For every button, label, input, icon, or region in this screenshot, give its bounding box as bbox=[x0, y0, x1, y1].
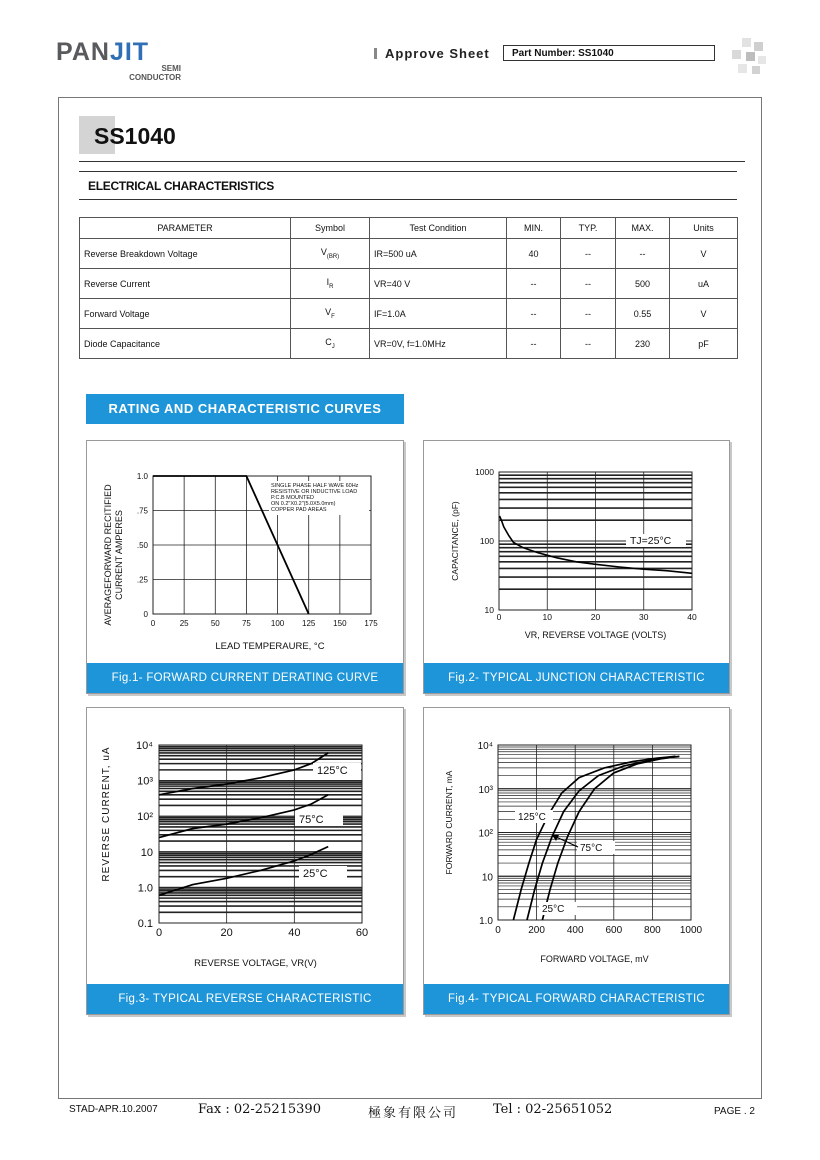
x-tick-label: 50 bbox=[210, 619, 220, 628]
param-cell: Forward Voltage bbox=[80, 299, 291, 329]
x-tick-label: 0 bbox=[150, 619, 156, 628]
x-tick-label: 125 bbox=[302, 619, 316, 628]
condition-cell: IF=1.0A bbox=[370, 299, 507, 329]
x-tick-label: 30 bbox=[639, 612, 649, 622]
table-header-row bbox=[80, 218, 738, 239]
fig3-caption: Fig.3- TYPICAL REVERSE CHARACTERISTIC bbox=[87, 984, 403, 1014]
fig1-panel bbox=[86, 440, 404, 694]
table-header: MIN. bbox=[507, 218, 561, 239]
part-number-box: Part Number: SS1040 bbox=[503, 45, 715, 61]
fig1-chart bbox=[87, 441, 403, 663]
max-cell: 230 bbox=[616, 329, 670, 359]
y-tick-label: 10 bbox=[140, 846, 153, 859]
y-axis-label: REVERSE CURRENT, uA bbox=[101, 746, 112, 882]
annotation-text: SINGLE PHASE HALF WAVE 60Hz bbox=[271, 483, 359, 489]
series-label: 25°C bbox=[303, 868, 328, 880]
x-axis-label: FORWARD VOLTAGE, mV bbox=[540, 954, 649, 964]
x-tick-label: 60 bbox=[355, 927, 369, 939]
series-label: 25°C bbox=[542, 904, 565, 915]
x-tick-label: 1000 bbox=[679, 925, 703, 936]
max-cell: 500 bbox=[616, 269, 670, 299]
y-tick-label: .50 bbox=[136, 541, 148, 550]
symbol-cell bbox=[291, 329, 370, 359]
footer-page: PAGE . 2 bbox=[714, 1106, 755, 1117]
annotation-text: ON 0.2"X0.2"(5.0X5.0mm) bbox=[271, 501, 336, 507]
symbol-subscript: (BR) bbox=[326, 253, 340, 260]
y-axis-label-line2: CURRENT AMPERES bbox=[114, 510, 124, 600]
x-tick-label: 200 bbox=[528, 925, 545, 936]
table-header: TYP. bbox=[561, 218, 616, 239]
table-row bbox=[80, 329, 738, 359]
x-tick-label: 10 bbox=[542, 612, 552, 622]
panjit-logo bbox=[56, 30, 186, 86]
param-cell: Diode Capacitance bbox=[80, 329, 291, 359]
table-header: Units bbox=[670, 218, 738, 239]
x-axis-label: VR, REVERSE VOLTAGE (VOLTS) bbox=[524, 630, 667, 640]
approve-sheet-label bbox=[374, 46, 490, 61]
symbol-subscript: J bbox=[331, 343, 335, 350]
y-axis-label-line1: AVERAGEFORWARD RECITIFIED bbox=[103, 484, 113, 626]
y-tick-label: 10² bbox=[137, 811, 153, 824]
fig2-chart bbox=[424, 441, 729, 663]
y-tick-label: 10³ bbox=[478, 784, 493, 796]
max-cell: 0.55 bbox=[616, 299, 670, 329]
typ-cell: -- bbox=[561, 239, 616, 269]
min-cell: -- bbox=[507, 269, 561, 299]
annotation-text: RESISTIVE OR INDUCTIVE LOAD bbox=[271, 489, 358, 495]
logo-sub2: CONDUCTOR bbox=[129, 73, 181, 82]
footer-fax: Fax : 02-25215390 bbox=[198, 1102, 321, 1117]
x-tick-label: 600 bbox=[605, 925, 623, 936]
y-axis-label: CAPACITANCE, (pF) bbox=[450, 501, 460, 581]
table-header: Test Condition bbox=[370, 218, 507, 239]
section-title: ELECTRICAL CHARACTERISTICS bbox=[88, 179, 274, 193]
param-cell: Reverse Current bbox=[80, 269, 291, 299]
typ-cell: -- bbox=[561, 299, 616, 329]
electrical-characteristics-table bbox=[79, 217, 738, 359]
symbol-text: C bbox=[325, 337, 332, 348]
typ-cell: -- bbox=[561, 329, 616, 359]
fig2-panel bbox=[423, 440, 730, 694]
condition-cell: VR=40 V bbox=[370, 269, 507, 299]
divider bbox=[79, 199, 737, 200]
units-cell: V bbox=[670, 239, 738, 269]
y-tick-label: 0 bbox=[143, 610, 148, 619]
x-tick-label: 175 bbox=[364, 619, 378, 628]
y-tick-label: 1.0 bbox=[137, 882, 153, 895]
y-tick-label: 10 bbox=[484, 605, 494, 615]
fig4-caption: Fig.4- TYPICAL FORWARD CHARACTERISTIC bbox=[424, 984, 729, 1014]
typ-cell: -- bbox=[561, 269, 616, 299]
x-tick-label: 0 bbox=[495, 925, 501, 936]
table-row bbox=[80, 269, 738, 299]
annotation-text: P.C.B MOUNTED bbox=[271, 495, 314, 501]
param-cell: Reverse Breakdown Voltage bbox=[80, 239, 291, 269]
table-header: MAX. bbox=[616, 218, 670, 239]
min-cell: -- bbox=[507, 299, 561, 329]
units-cell: V bbox=[670, 299, 738, 329]
y-tick-label: 10 bbox=[481, 872, 493, 884]
x-tick-label: 40 bbox=[687, 612, 697, 622]
max-cell: -- bbox=[616, 239, 670, 269]
fig1-caption: Fig.1- FORWARD CURRENT DERATING CURVE bbox=[87, 663, 403, 693]
x-tick-label: 100 bbox=[270, 619, 285, 628]
approve-sheet-text: Approve Sheet bbox=[385, 46, 490, 61]
table-row bbox=[80, 239, 738, 269]
x-tick-label: 0 bbox=[496, 612, 502, 622]
symbol-text: V bbox=[320, 247, 327, 258]
condition-cell: IR=500 uA bbox=[370, 239, 507, 269]
y-tick-label: 1.0 bbox=[136, 472, 148, 481]
x-tick-label: 150 bbox=[333, 619, 347, 628]
x-tick-label: 25 bbox=[179, 619, 189, 628]
symbol-cell bbox=[291, 239, 370, 269]
footer-tel: Tel : 02-25651052 bbox=[493, 1102, 613, 1117]
min-cell: -- bbox=[507, 329, 561, 359]
curves-banner: RATING AND CHARACTERISTIC CURVES bbox=[86, 394, 404, 424]
x-tick-label: 20 bbox=[590, 612, 601, 622]
fig4-chart bbox=[424, 708, 729, 984]
x-tick-label: 400 bbox=[566, 925, 584, 936]
tj-annotation: TJ=25°C bbox=[630, 535, 672, 547]
fig3-panel bbox=[86, 707, 404, 1015]
y-tick-label: 10³ bbox=[137, 775, 153, 788]
logo-sub1: SEMI bbox=[161, 64, 181, 73]
fig3-chart bbox=[87, 708, 403, 984]
y-axis-label: FORWARD CURRENT, mA bbox=[444, 770, 454, 875]
symbol-text: V bbox=[325, 307, 332, 318]
symbol-cell bbox=[291, 269, 370, 299]
min-cell: 40 bbox=[507, 239, 561, 269]
y-tick-label: 10² bbox=[478, 828, 493, 840]
series-label: 125°C bbox=[317, 765, 348, 777]
fig4-panel bbox=[423, 707, 730, 1015]
x-axis-label: REVERSE VOLTAGE, VR(V) bbox=[194, 958, 317, 969]
symbol-subscript: R bbox=[329, 283, 334, 290]
x-tick-label: 75 bbox=[241, 619, 251, 628]
y-tick-label: .25 bbox=[136, 575, 148, 585]
divider bbox=[79, 161, 745, 162]
x-tick-label: 40 bbox=[288, 927, 301, 939]
x-tick-label: 20 bbox=[220, 927, 233, 939]
table-row bbox=[80, 299, 738, 329]
y-tick-label: .75 bbox=[136, 506, 148, 516]
symbol-subscript: F bbox=[331, 313, 335, 320]
footer-date: STAD-APR.10.2007 bbox=[69, 1104, 158, 1115]
footer-company: 極象有限公司 bbox=[368, 1106, 459, 1121]
y-tick-label: 0.1 bbox=[137, 918, 153, 930]
series-label: 125°C bbox=[518, 812, 546, 823]
table-header: PARAMETER bbox=[80, 218, 291, 239]
units-cell: uA bbox=[670, 269, 738, 299]
logo-accent: JIT bbox=[109, 38, 150, 66]
y-tick-label: 10⁴ bbox=[136, 740, 153, 752]
condition-cell: VR=0V, f=1.0MHz bbox=[370, 329, 507, 359]
logo-main: PAN bbox=[56, 38, 110, 66]
x-axis-label: LEAD TEMPERAURE, °C bbox=[215, 641, 325, 652]
x-tick-label: 0 bbox=[155, 927, 163, 939]
series-label: 75°C bbox=[299, 814, 324, 826]
symbol-cell bbox=[291, 299, 370, 329]
y-tick-label: 1.0 bbox=[479, 916, 493, 927]
table-header: Symbol bbox=[291, 218, 370, 239]
x-tick-label: 800 bbox=[644, 925, 661, 936]
decorative-squares-icon bbox=[728, 38, 768, 78]
y-tick-label: 1000 bbox=[475, 467, 494, 477]
symbol-text: I bbox=[326, 277, 330, 288]
page-title: SS1040 bbox=[94, 123, 176, 149]
fig2-caption: Fig.2- TYPICAL JUNCTION CHARACTERISTIC bbox=[424, 663, 729, 693]
y-tick-label: 10⁴ bbox=[477, 741, 493, 752]
y-tick-label: 100 bbox=[479, 536, 494, 546]
divider bbox=[79, 171, 737, 172]
units-cell: pF bbox=[670, 329, 738, 359]
annotation-text: COPPER PAD AREAS bbox=[271, 507, 327, 513]
series-label: 75°C bbox=[580, 843, 603, 854]
